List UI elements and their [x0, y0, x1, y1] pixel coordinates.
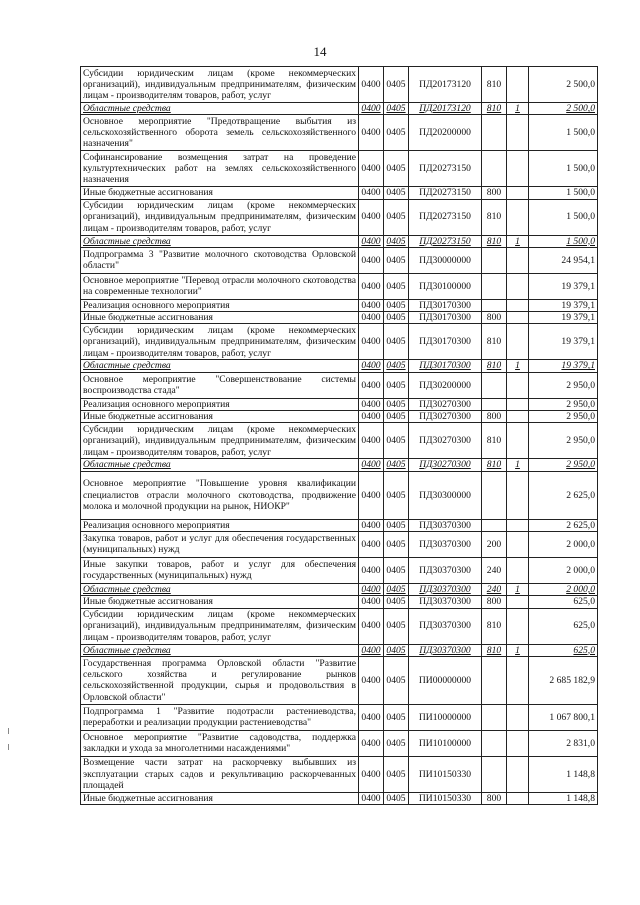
- subsection-code: 0405: [384, 115, 409, 151]
- subsection-code: 0405: [384, 471, 409, 519]
- section-code: 0400: [359, 324, 384, 360]
- funding-source-code: [507, 704, 529, 730]
- section-code: 0400: [359, 792, 384, 804]
- table-row: [81, 756, 598, 792]
- funding-source-code: [507, 273, 529, 299]
- subsection-code: 0405: [384, 557, 409, 583]
- amount: 2 950,0: [529, 459, 598, 471]
- amount: 2 685 182,9: [529, 656, 598, 704]
- target-article-code: ПД30270300: [409, 411, 482, 423]
- expense-type-code: [482, 656, 507, 704]
- target-article-code: ПД20273150: [409, 199, 482, 235]
- funding-source-code: [507, 372, 529, 398]
- row-name: Подпрограмма 3 "Развитие молочного скотоводства Орловской области": [81, 247, 359, 273]
- funding-source-code: 1: [507, 235, 529, 247]
- target-article-code: ПД30370300: [409, 644, 482, 656]
- section-code: 0400: [359, 423, 384, 459]
- row-name: Государственная программа Орловской области "Развитие сельского хозяйства и регулирование рынков сельскохозяйственной продукции, сырья и продовольствия в Орловской области": [81, 656, 359, 704]
- expense-type-code: 800: [482, 411, 507, 423]
- funding-source-code: [507, 519, 529, 531]
- table-row: [81, 531, 598, 557]
- section-code: 0400: [359, 704, 384, 730]
- target-article-code: ПИ00000000: [409, 656, 482, 704]
- funding-source-code: 1: [507, 583, 529, 595]
- target-article-code: ПД20200000: [409, 115, 482, 151]
- target-article-code: ПД30370300: [409, 596, 482, 608]
- subsection-code: 0405: [384, 423, 409, 459]
- section-code: 0400: [359, 644, 384, 656]
- table-row: [81, 103, 598, 115]
- table-row: [81, 730, 598, 756]
- funding-source-code: [507, 187, 529, 199]
- amount: 2 500,0: [529, 67, 598, 103]
- row-name: Областные средства: [81, 583, 359, 595]
- row-name: Иные бюджетные ассигнования: [81, 596, 359, 608]
- funding-source-code: [507, 557, 529, 583]
- amount: 19 379,1: [529, 360, 598, 372]
- target-article-code: ПД30270300: [409, 398, 482, 410]
- table-row: [81, 583, 598, 595]
- row-name: Иные бюджетные ассигнования: [81, 792, 359, 804]
- expense-type-code: 810: [482, 423, 507, 459]
- section-code: 0400: [359, 187, 384, 199]
- amount: 24 954,1: [529, 247, 598, 273]
- target-article-code: ПД20273150: [409, 187, 482, 199]
- subsection-code: 0405: [384, 299, 409, 311]
- expense-type-code: [482, 115, 507, 151]
- target-article-code: ПД20173120: [409, 103, 482, 115]
- expense-type-code: 810: [482, 324, 507, 360]
- amount: 1 067 800,1: [529, 704, 598, 730]
- row-name: Основное мероприятие "Совершенствование системы воспроизводства стада": [81, 372, 359, 398]
- subsection-code: 0405: [384, 704, 409, 730]
- target-article-code: ПД30370300: [409, 557, 482, 583]
- target-article-code: ПД30270300: [409, 423, 482, 459]
- subsection-code: 0405: [384, 531, 409, 557]
- funding-source-code: [507, 151, 529, 187]
- row-name: Областные средства: [81, 103, 359, 115]
- amount: 2 950,0: [529, 398, 598, 410]
- funding-source-code: [507, 656, 529, 704]
- target-article-code: ПД30000000: [409, 247, 482, 273]
- expense-type-code: [482, 273, 507, 299]
- funding-source-code: [507, 247, 529, 273]
- funding-source-code: [507, 730, 529, 756]
- subsection-code: 0405: [384, 792, 409, 804]
- funding-source-code: [507, 398, 529, 410]
- section-code: 0400: [359, 103, 384, 115]
- section-code: 0400: [359, 372, 384, 398]
- table-row: [81, 67, 598, 103]
- section-code: 0400: [359, 273, 384, 299]
- amount: 625,0: [529, 608, 598, 644]
- row-name: Субсидии юридическим лицам (кроме некоммерческих организаций), индивидуальным предпринимателям, физическим лицам - производителям товаров, работ, услуг: [81, 423, 359, 459]
- target-article-code: ПИ10150330: [409, 792, 482, 804]
- funding-source-code: 1: [507, 360, 529, 372]
- funding-source-code: 1: [507, 103, 529, 115]
- amount: 625,0: [529, 644, 598, 656]
- section-code: 0400: [359, 557, 384, 583]
- section-code: 0400: [359, 235, 384, 247]
- target-article-code: ПД20273150: [409, 235, 482, 247]
- target-article-code: ПД30300000: [409, 471, 482, 519]
- budget-table-body: [81, 67, 598, 805]
- margin-mark: [8, 728, 9, 734]
- target-article-code: ПД30170300: [409, 324, 482, 360]
- table-row: [81, 199, 598, 235]
- subsection-code: 0405: [384, 644, 409, 656]
- row-name: Областные средства: [81, 235, 359, 247]
- section-code: 0400: [359, 151, 384, 187]
- expense-type-code: [482, 372, 507, 398]
- funding-source-code: [507, 67, 529, 103]
- amount: 19 379,1: [529, 324, 598, 360]
- funding-source-code: [507, 596, 529, 608]
- subsection-code: 0405: [384, 187, 409, 199]
- funding-source-code: [507, 756, 529, 792]
- amount: 19 379,1: [529, 299, 598, 311]
- expense-type-code: 810: [482, 644, 507, 656]
- row-name: Софинансирование возмещения затрат на проведение культуртехнических работ на землях сельскохозяйственного назначения: [81, 151, 359, 187]
- row-name: Иные бюджетные ассигнования: [81, 312, 359, 324]
- subsection-code: 0405: [384, 324, 409, 360]
- expense-type-code: 810: [482, 608, 507, 644]
- target-article-code: ПИ10000000: [409, 704, 482, 730]
- expense-type-code: [482, 519, 507, 531]
- amount: 625,0: [529, 596, 598, 608]
- row-name: Основное мероприятие "Перевод отрасли молочного скотоводства на современные технологии": [81, 273, 359, 299]
- row-name: Реализация основного мероприятия: [81, 299, 359, 311]
- subsection-code: 0405: [384, 199, 409, 235]
- funding-source-code: [507, 608, 529, 644]
- table-row: [81, 360, 598, 372]
- row-name: Подпрограмма 1 "Развитие подотрасли растениеводства, переработки и реализации продукции растениеводства": [81, 704, 359, 730]
- table-row: [81, 324, 598, 360]
- section-code: 0400: [359, 299, 384, 311]
- funding-source-code: [507, 312, 529, 324]
- budget-table: [80, 66, 598, 805]
- expense-type-code: 810: [482, 103, 507, 115]
- row-name: Иные бюджетные ассигнования: [81, 411, 359, 423]
- amount: 1 148,8: [529, 756, 598, 792]
- table-row: [81, 459, 598, 471]
- section-code: 0400: [359, 199, 384, 235]
- row-name: Основное мероприятие "Повышение уровня квалификации специалистов отрасли молочного скотоводства, продвижение молока и молочной продукции на рынок, НИОКР": [81, 471, 359, 519]
- section-code: 0400: [359, 471, 384, 519]
- subsection-code: 0405: [384, 596, 409, 608]
- section-code: 0400: [359, 67, 384, 103]
- table-row: [81, 608, 598, 644]
- expense-type-code: 810: [482, 360, 507, 372]
- section-code: 0400: [359, 398, 384, 410]
- expense-type-code: [482, 151, 507, 187]
- expense-type-code: 800: [482, 312, 507, 324]
- subsection-code: 0405: [384, 398, 409, 410]
- section-code: 0400: [359, 730, 384, 756]
- funding-source-code: [507, 324, 529, 360]
- expense-type-code: [482, 247, 507, 273]
- amount: 2 000,0: [529, 557, 598, 583]
- section-code: 0400: [359, 583, 384, 595]
- amount: 2 950,0: [529, 423, 598, 459]
- subsection-code: 0405: [384, 103, 409, 115]
- section-code: 0400: [359, 531, 384, 557]
- row-name: Субсидии юридическим лицам (кроме некоммерческих организаций), индивидуальным предпринимателям, физическим лицам - производителям товаров, работ, услуг: [81, 608, 359, 644]
- row-name: Основное мероприятие "Развитие садоводства, поддержка закладки и ухода за многолетними насаждениями": [81, 730, 359, 756]
- subsection-code: 0405: [384, 730, 409, 756]
- expense-type-code: 800: [482, 792, 507, 804]
- funding-source-code: 1: [507, 459, 529, 471]
- funding-source-code: [507, 411, 529, 423]
- target-article-code: ПД30170300: [409, 312, 482, 324]
- subsection-code: 0405: [384, 67, 409, 103]
- target-article-code: ПД30170300: [409, 360, 482, 372]
- row-name: Возмещение части затрат на раскорчевку выбывших из эксплуатации старых садов и рекультивацию раскорчеванных площадей: [81, 756, 359, 792]
- table-row: [81, 273, 598, 299]
- amount: 19 379,1: [529, 273, 598, 299]
- table-row: [81, 704, 598, 730]
- expense-type-code: [482, 756, 507, 792]
- section-code: 0400: [359, 115, 384, 151]
- amount: 2 950,0: [529, 411, 598, 423]
- subsection-code: 0405: [384, 312, 409, 324]
- amount: 2 625,0: [529, 519, 598, 531]
- expense-type-code: 810: [482, 235, 507, 247]
- subsection-code: 0405: [384, 756, 409, 792]
- expense-type-code: 810: [482, 67, 507, 103]
- section-code: 0400: [359, 519, 384, 531]
- margin-mark: [8, 744, 9, 750]
- amount: 19 379,1: [529, 312, 598, 324]
- subsection-code: 0405: [384, 235, 409, 247]
- expense-type-code: [482, 704, 507, 730]
- amount: 1 500,0: [529, 199, 598, 235]
- expense-type-code: 810: [482, 199, 507, 235]
- table-row: [81, 423, 598, 459]
- row-name: Основное мероприятие "Предотвращение выбытия из сельскохозяйственного оборота земель сельскохозяйственного назначения": [81, 115, 359, 151]
- table-row: [81, 411, 598, 423]
- expense-type-code: 800: [482, 187, 507, 199]
- amount: 2 500,0: [529, 103, 598, 115]
- amount: 1 500,0: [529, 187, 598, 199]
- target-article-code: ПД30370300: [409, 608, 482, 644]
- amount: 2 950,0: [529, 372, 598, 398]
- funding-source-code: [507, 299, 529, 311]
- target-article-code: ПД20273150: [409, 151, 482, 187]
- table-row: [81, 656, 598, 704]
- table-row: [81, 471, 598, 519]
- expense-type-code: [482, 398, 507, 410]
- table-row: [81, 247, 598, 273]
- target-article-code: ПД20173120: [409, 67, 482, 103]
- amount: 2 000,0: [529, 531, 598, 557]
- target-article-code: ПИ10150330: [409, 756, 482, 792]
- section-code: 0400: [359, 608, 384, 644]
- row-name: Областные средства: [81, 360, 359, 372]
- table-row: [81, 299, 598, 311]
- funding-source-code: [507, 471, 529, 519]
- table-row: [81, 792, 598, 804]
- row-name: Субсидии юридическим лицам (кроме некоммерческих организаций), индивидуальным предпринимателям, физическим лицам - производителям товаров, работ, услуг: [81, 67, 359, 103]
- table-row: [81, 235, 598, 247]
- section-code: 0400: [359, 756, 384, 792]
- expense-type-code: 810: [482, 459, 507, 471]
- row-name: Областные средства: [81, 644, 359, 656]
- amount: 1 500,0: [529, 115, 598, 151]
- target-article-code: ПД30270300: [409, 459, 482, 471]
- subsection-code: 0405: [384, 411, 409, 423]
- expense-type-code: [482, 471, 507, 519]
- table-row: [81, 557, 598, 583]
- subsection-code: 0405: [384, 372, 409, 398]
- amount: 1 500,0: [529, 151, 598, 187]
- funding-source-code: [507, 531, 529, 557]
- row-name: Иные закупки товаров, работ и услуг для обеспечения государственных (муниципальных) нужд: [81, 557, 359, 583]
- row-name: Реализация основного мероприятия: [81, 398, 359, 410]
- funding-source-code: [507, 199, 529, 235]
- expense-type-code: [482, 299, 507, 311]
- table-row: [81, 596, 598, 608]
- table-row: [81, 312, 598, 324]
- amount: 1 500,0: [529, 235, 598, 247]
- row-name: Областные средства: [81, 459, 359, 471]
- row-name: Реализация основного мероприятия: [81, 519, 359, 531]
- expense-type-code: 800: [482, 596, 507, 608]
- subsection-code: 0405: [384, 459, 409, 471]
- funding-source-code: [507, 423, 529, 459]
- subsection-code: 0405: [384, 608, 409, 644]
- table-row: [81, 115, 598, 151]
- expense-type-code: 240: [482, 583, 507, 595]
- subsection-code: 0405: [384, 151, 409, 187]
- section-code: 0400: [359, 596, 384, 608]
- table-row: [81, 644, 598, 656]
- section-code: 0400: [359, 312, 384, 324]
- subsection-code: 0405: [384, 519, 409, 531]
- funding-source-code: 1: [507, 644, 529, 656]
- subsection-code: 0405: [384, 360, 409, 372]
- table-row: [81, 151, 598, 187]
- target-article-code: ПД30200000: [409, 372, 482, 398]
- funding-source-code: [507, 115, 529, 151]
- expense-type-code: [482, 730, 507, 756]
- expense-type-code: 200: [482, 531, 507, 557]
- row-name: Субсидии юридическим лицам (кроме некоммерческих организаций), индивидуальным предпринимателям, физическим лицам - производителям товаров, работ, услуг: [81, 324, 359, 360]
- target-article-code: ПД30370300: [409, 519, 482, 531]
- subsection-code: 0405: [384, 273, 409, 299]
- table-row: [81, 519, 598, 531]
- subsection-code: 0405: [384, 247, 409, 273]
- target-article-code: ПИ10100000: [409, 730, 482, 756]
- subsection-code: 0405: [384, 656, 409, 704]
- section-code: 0400: [359, 411, 384, 423]
- amount: 2 000,0: [529, 583, 598, 595]
- target-article-code: ПД30170300: [409, 299, 482, 311]
- section-code: 0400: [359, 656, 384, 704]
- amount: 2 831,0: [529, 730, 598, 756]
- expense-type-code: 240: [482, 557, 507, 583]
- table-row: [81, 372, 598, 398]
- funding-source-code: [507, 792, 529, 804]
- row-name: Иные бюджетные ассигнования: [81, 187, 359, 199]
- target-article-code: ПД30370300: [409, 583, 482, 595]
- table-row: [81, 398, 598, 410]
- target-article-code: ПД30370300: [409, 531, 482, 557]
- table-row: [81, 187, 598, 199]
- row-name: Субсидии юридическим лицам (кроме некоммерческих организаций), индивидуальным предпринимателям, физическим лицам - производителям товаров, работ, услуг: [81, 199, 359, 235]
- subsection-code: 0405: [384, 583, 409, 595]
- section-code: 0400: [359, 459, 384, 471]
- row-name: Закупка товаров, работ и услуг для обеспечения государственных (муниципальных) нужд: [81, 531, 359, 557]
- section-code: 0400: [359, 360, 384, 372]
- target-article-code: ПД30100000: [409, 273, 482, 299]
- page-number: 14: [313, 44, 327, 59]
- amount: 2 625,0: [529, 471, 598, 519]
- section-code: 0400: [359, 247, 384, 273]
- amount: 1 148,8: [529, 792, 598, 804]
